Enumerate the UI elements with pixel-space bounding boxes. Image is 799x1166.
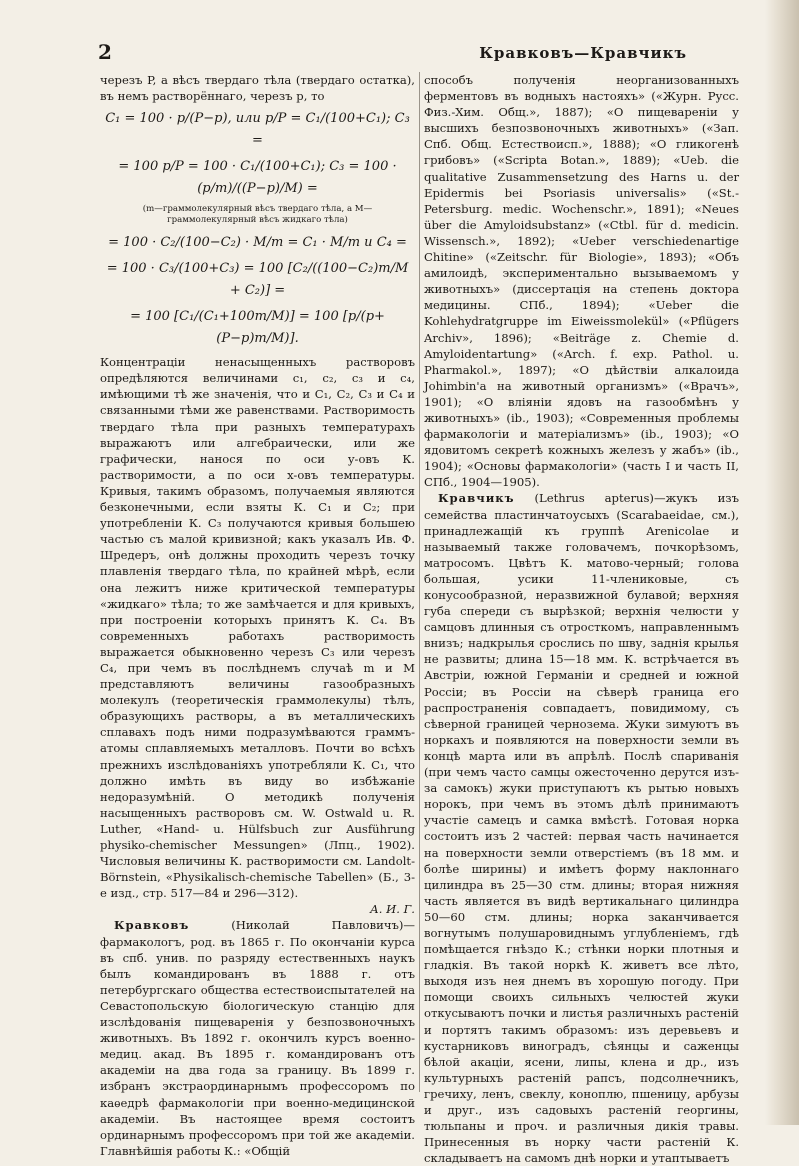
- formula-2: = 100 p/P = 100 · C₁/(100+C₁); C₃ = 100 · (p/m)/((P−p)/M) =: [118, 159, 397, 197]
- column-divider: [419, 72, 420, 1092]
- page-edge-shadow: [765, 0, 799, 1125]
- kravkov-headword: Кравковъ: [114, 918, 190, 933]
- formula-3: = 100 · C₂/(100−C₂) · M/m = C₁ · M/m и C₄ =: [108, 235, 407, 251]
- formula-1: C₁ = 100 · p/(P−p), или p/P = C₁/(100+C₁); C₃ =: [105, 111, 410, 149]
- formula-4: = 100 · C₃/(100+C₃) = 100 [C₂/((100−C₂)m/M + C₂)] =: [106, 261, 409, 299]
- concentration-paragraph: Концентраціи ненасыщенныхъ растворовъ опредѣляются величинами c₁, c₂, c₃ и c₄, имѣющими тѣ же значенія, что и C₁, C₂, C₃ и C₄ и связанными тѣми же равенствами. Растворимость твердаго тѣла при разныхъ температурахъ выражаютъ или алгебраически, или же графически, нанося по оси y-овъ К. растворимости, а по оси x-овъ температуры. Кривыя, такимъ образомъ, получаемыя являются безконечными, если взяты К. C₁ и C₂; при употребленіи К. C₃ получаются кривыя большею частью съ малой кривизной; какъ указалъ Ив. Ф. Шредеръ, онѣ должны проходить черезъ точку плавленія твердаго тѣла, по крайней мѣрѣ, если она лежитъ ниже критической температуры «жидкаго» тѣла; то же замѣчается и для кривыхъ, при построеніи которыхъ принятъ К. C₄. Въ современныхъ работахъ растворимость выражается обыкновенно черезъ C₃ или черезъ C₄, при чемъ въ послѣднемъ случаѣ m и M представляютъ величины газообразныхъ молекулъ (теоретическія граммолекулы) тѣлъ, образующихъ растворы, а въ металлическихъ сплавахъ подъ ними подразумѣваются граммъ-атомы сплавляемыхъ металловъ. Почти во всѣхъ прежнихъ изслѣдованіяхъ употребляли К. C₁, что должно имѣть въ виду во избѣжаніе недоразумѣній. О методикѣ полученія насыщенныхъ растворовъ см. W. Ostwald u. R. Luther, «Hand- u. Hülfsbuch zur Ausführung physiko-chemischer Messungen» (Лпц., 1902). Числовыя величины К. растворимости см. Landolt-Börnstein, «Physikalisch-chemische Tabellen» (Б., 3-е изд., стр. 517—84 и 296—312).: [100, 355, 415, 901]
- kravchik-text: (Lethrus apterus)—жукъ изъ семейства пластинчатоусыхъ (Scarabaeidae, см.), принадлежащій къ группѣ Arenicolae и называемый также головачемъ, почкорѣзомъ, матросомъ. Цвѣтъ К. матово-черный; голова большая, усики 11-члениковые, съ конусообразной, неразвижной булавой; верхняя губа спереди съ вырѣзкой; верхнія челюсти у самцовъ длинныя съ отросткомъ, направленнымъ внизъ; надкрылья срослись по шву, заднія крылья не развиты; длина 15—18 мм. К. встрѣчается въ Австріи, южной Германіи и средней и южной Россіи; въ Россіи на сѣверѣ граница его распространенія совпадаетъ, повидимому, съ сѣверной границей черноземa. Жуки зимуютъ въ норкахъ и появляются на поверхности земли въ концѣ марта или въ апрѣлѣ. Послѣ спариванія (при чемъ часто самцы ожесточенно дерутся изъ-за самокъ) жуки приступаютъ къ рытью новыхъ норокъ, при чемъ въ этомъ дѣлѣ принимаютъ участіе самецъ и самка вмѣстѣ. Готовая норка состоитъ изъ 2 частей: первая часть начинается на поверхности земли отверстіемъ (въ 18 мм. и болѣе ширины) и имѣетъ форму наклоннаго цилиндра въ 25—30 стм. длины; вторая нижняя часть является въ видѣ вертикальнаго цилиндра 50—60 стм. длины; норка заканчивается вогнутымъ полушаровиднымъ углубленіемъ, гдѣ помѣщается гнѣздо К.; стѣнки норки плотныя и гладкія. Въ такой норкѣ К. живетъ все лѣто, выходя изъ нея днемъ въ хорошую погоду. При помощи своихъ сильныхъ челюстей жуки откусываютъ почки и листья различныхъ растеній и портятъ такимъ образомъ: изъ деревьевъ и кустарниковъ виноградъ, сѣянцы и саженцы бѣлой акаціи, ясени, липы, клена и др., изъ культурныхъ растеній рапсъ, подсолнечникъ, гречиху, ленъ, свеклу, коноплю, пшеницу, арбузы и друг., изъ садовыхъ растеній георгины, тюльпаны и проч. и различныя дикія травы. Принесенныя въ норку части растеній К. складываетъ на самомъ днѣ норки и утаптываетъ: [424, 491, 739, 1166]
- kravchik-headword: Кравчикъ: [438, 491, 515, 506]
- kravchik-entry: [424, 490, 739, 1166]
- kravkov-entry: [100, 917, 415, 1158]
- right-column: [424, 72, 739, 1166]
- kravkov-continued: способъ полученія неорганизованныхъ ферментовъ въ водныхъ настояхъ» («Журн. Русс. Физ.-Хим. Общ.», 1887); «О пищевареніи у высшихъ безпозвоночныхъ животныхъ» («Зап. Спб. Общ. Естествоисп.», 1888); «О гликогенѣ грибовъ» («Scripta Botan.», 1889); «Ueb. die qualitative Zusammensetzung des Harns u. der Epidermis bei Psoriasis universalis» («St.-Petersburg. medic. Wochenschr.», 1891); «Neues über die Amyloidsubstanz» («Ctbl. für d. medicin. Wissensch.», 1892); «Ueber verschiedenartige Chitine» («Zeitschr. für Biologie», 1893); «Объ амилоидѣ, экспериментально вызываемомъ у животныхъ» (диссертація на степень доктора медицины. СПб., 1894); «Ueber die Kohlehydratgruppe im Eiweissmolekül» («Pflügers Archiv», 1896); «Beiträge z. Chemie d. Amyloidentartung» («Arch. f. exp. Pathol. u. Pharmakol.», 1897); «О дѣйствіи алкалоида Johimbin'а на животный организмъ» («Врачъ», 1901); «О вліяніи ядовъ на газообмѣнъ у животныхъ» (ib., 1903); «Современныя проблемы фармакологіи и матеріализмъ» (ib., 1903); «О ядовитомъ секретѣ кожныхъ железъ у жабъ» (ib., 1904); «Основы фармакологіи» (часть I и часть II, СПб., 1904—1905).: [424, 73, 739, 490]
- running-head: Кравковъ—Кравчикъ: [479, 44, 687, 62]
- kravkov-text: (Николай Павловичъ)—фармакологъ, род. въ 1865 г. По окончаніи курса въ спб. унив. по разряду естественныхъ наукъ былъ командированъ въ 1888 г. отъ петербургскаго общества естествоиспытателей на Севастопольскую біологическую станцію для изслѣдованія пищеваренія у безпозвоночныхъ животныхъ. Въ 1892 г. окончилъ курсъ военно-медиц. акад. Въ 1895 г. командированъ отъ академіи на два года за границу. Въ 1899 г. избранъ экстраординарнымъ профессоромъ по каѳедрѣ фармакологіи при военно-медицинской академіи. Въ настоящее время состоитъ ординарнымъ профессоромъ при той же академіи. Главнѣйшія работы К.: «Общій: [100, 918, 415, 1158]
- formula-5: = 100 [C₁/(C₁+100m/M)] = 100 [p/(p+(P−p)m/M)].: [130, 309, 385, 347]
- intro-text: черезъ P, а вѣсъ твердаго тѣла (твердаго остатка), въ немъ растворённаго, черезъ p, то: [100, 73, 415, 104]
- page-number: 2: [98, 40, 112, 64]
- author-signature: А. И. Г.: [370, 902, 415, 917]
- left-column: [100, 72, 415, 1158]
- formula-note: (m—граммолекулярный вѣсъ твердаго тѣла, а M—граммолекулярный вѣсъ жидкаго тѣла): [142, 204, 373, 226]
